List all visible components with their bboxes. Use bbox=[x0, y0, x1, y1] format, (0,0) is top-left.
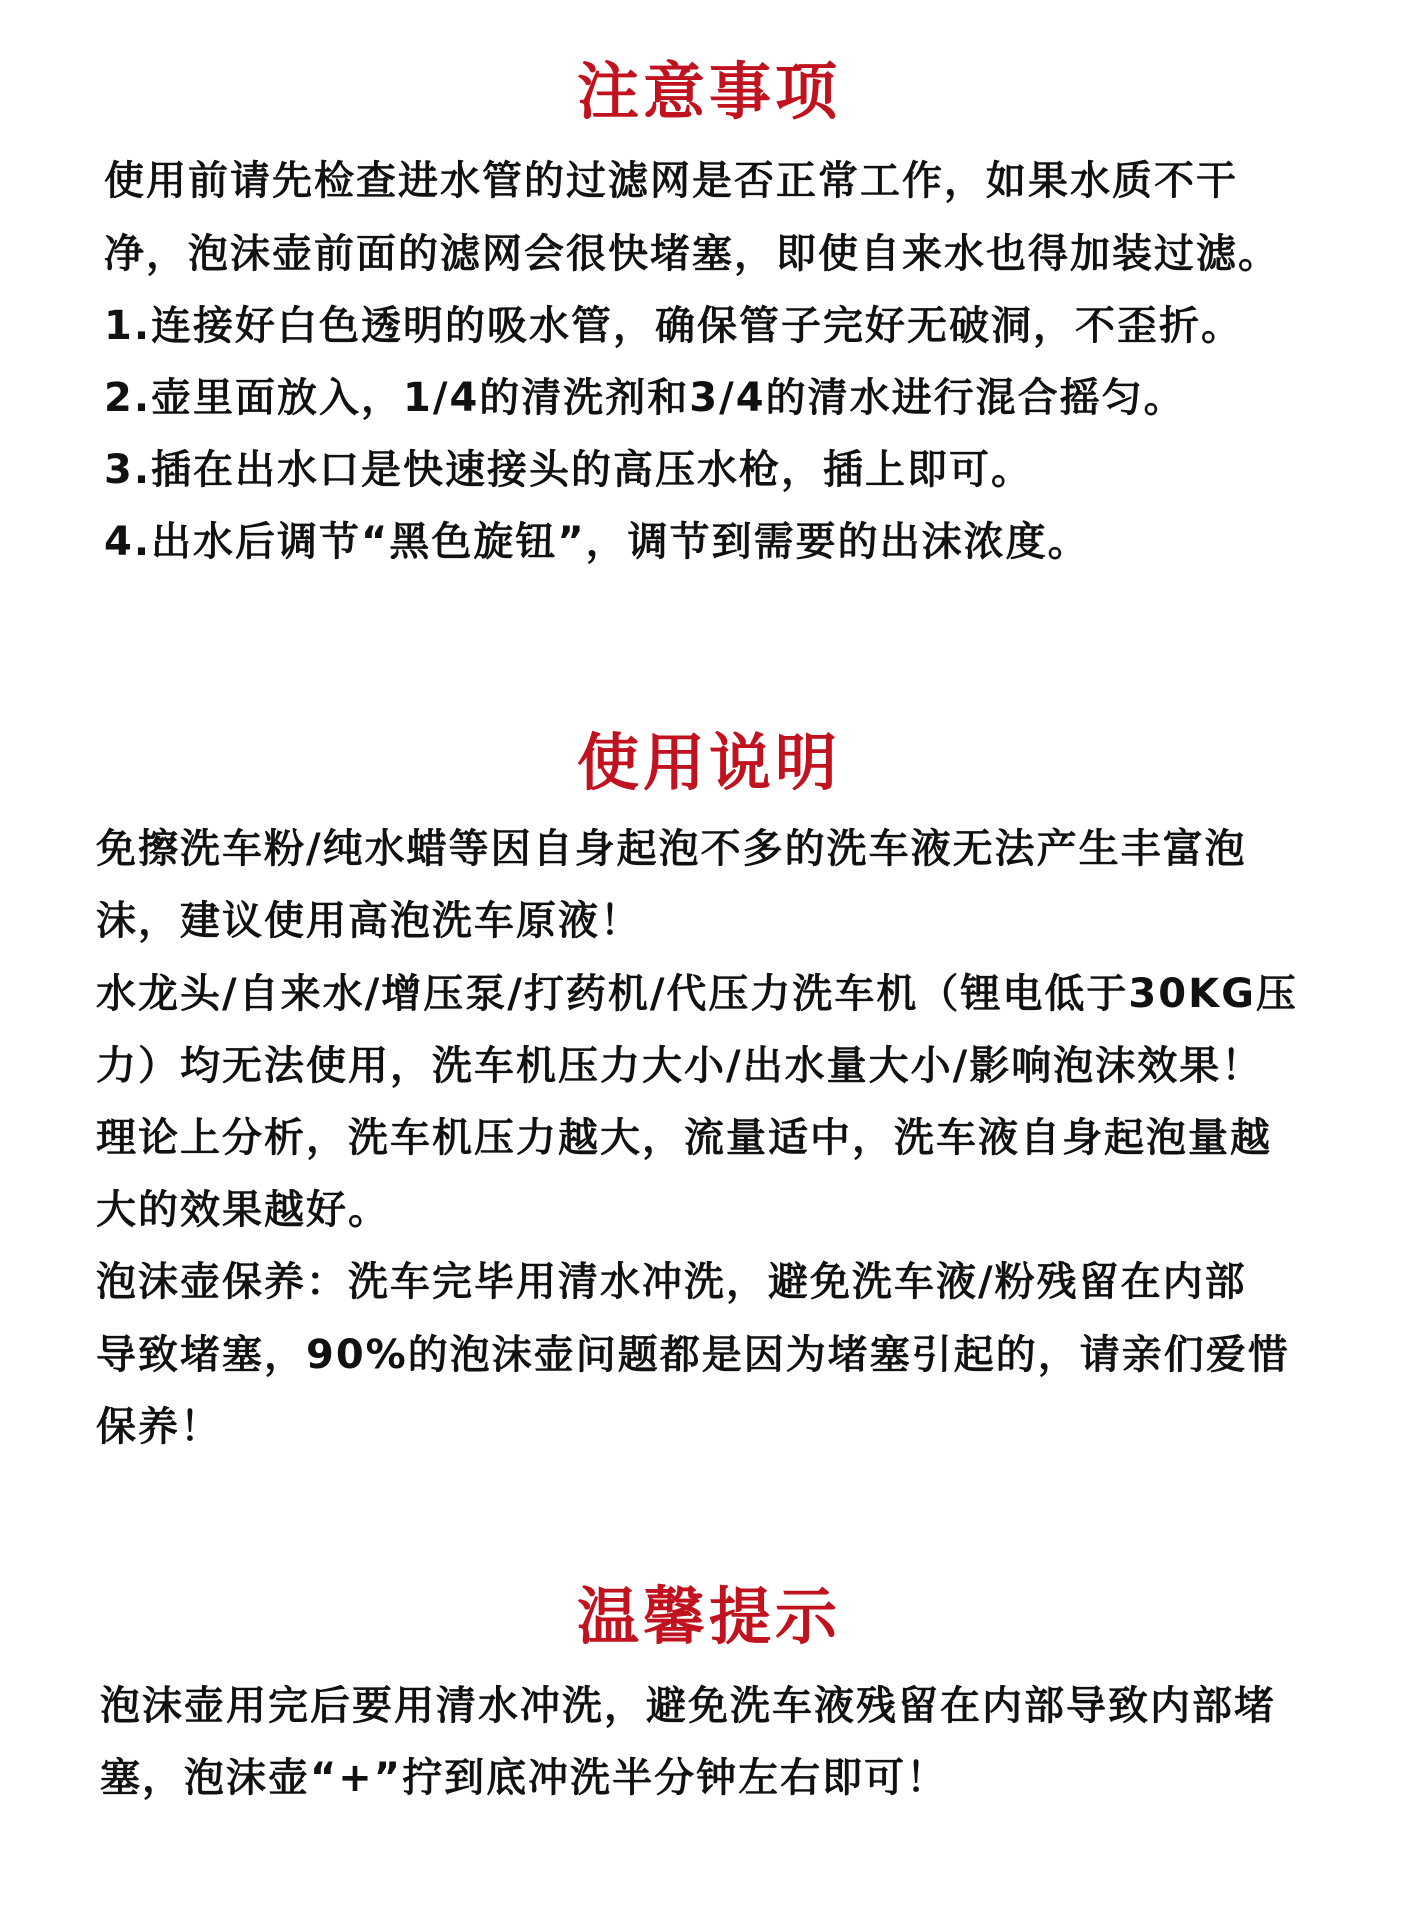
tips-title: 温馨提示 bbox=[576, 1580, 841, 1653]
usage-line: 理论上分析，洗车机压力越大，流量适中，洗车液自身起泡量越 bbox=[96, 1115, 1272, 1161]
notice-step-3: 3.插在出水口是快速接头的高压水枪，插上即可。 bbox=[104, 447, 1034, 493]
usage-title: 使用说明 bbox=[576, 726, 841, 799]
notice-title: 注意事项 bbox=[576, 55, 841, 128]
notice-step-4: 4.出水后调节“黑色旋钮”，调节到需要的出沫浓度。 bbox=[104, 519, 1090, 565]
usage-line: 大的效果越好。 bbox=[96, 1187, 390, 1233]
usage-line: 免擦洗车粉/纯水蜡等因自身起泡不多的洗车液无法产生丰富泡 bbox=[96, 826, 1247, 872]
usage-line: 导致堵塞，90%的泡沫壶问题都是因为堵塞引起的，请亲们爱惜 bbox=[96, 1332, 1290, 1378]
tips-line: 泡沫壶用完后要用清水冲洗，避免洗车液残留在内部导致内部堵 bbox=[100, 1683, 1276, 1729]
usage-line: 保养！ bbox=[96, 1404, 222, 1450]
notice-line: 净，泡沫壶前面的滤网会很快堵塞，即使自来水也得加装过滤。 bbox=[104, 231, 1280, 277]
notice-step-1: 1.连接好白色透明的吸水管，确保管子完好无破洞，不歪折。 bbox=[104, 303, 1244, 349]
usage-line: 水龙头/自来水/增压泵/打药机/代压力洗车机（锂电低于30KG压 bbox=[96, 971, 1298, 1017]
notice-line: 使用前请先检查进水管的过滤网是否正常工作，如果水质不干 bbox=[104, 158, 1238, 204]
usage-line: 沫，建议使用高泡洗车原液！ bbox=[96, 898, 642, 944]
tips-line: 塞，泡沫壶“+”拧到底冲洗半分钟左右即可！ bbox=[100, 1755, 949, 1801]
usage-line: 泡沫壶保养：洗车完毕用清水冲洗，避免洗车液/粉残留在内部 bbox=[96, 1259, 1247, 1305]
notice-step-2: 2.壶里面放入，1/4的清洗剂和3/4的清水进行混合摇匀。 bbox=[104, 375, 1186, 421]
usage-line: 力）均无法使用，洗车机压力大小/出水量大小/影响泡沫效果！ bbox=[96, 1043, 1264, 1089]
